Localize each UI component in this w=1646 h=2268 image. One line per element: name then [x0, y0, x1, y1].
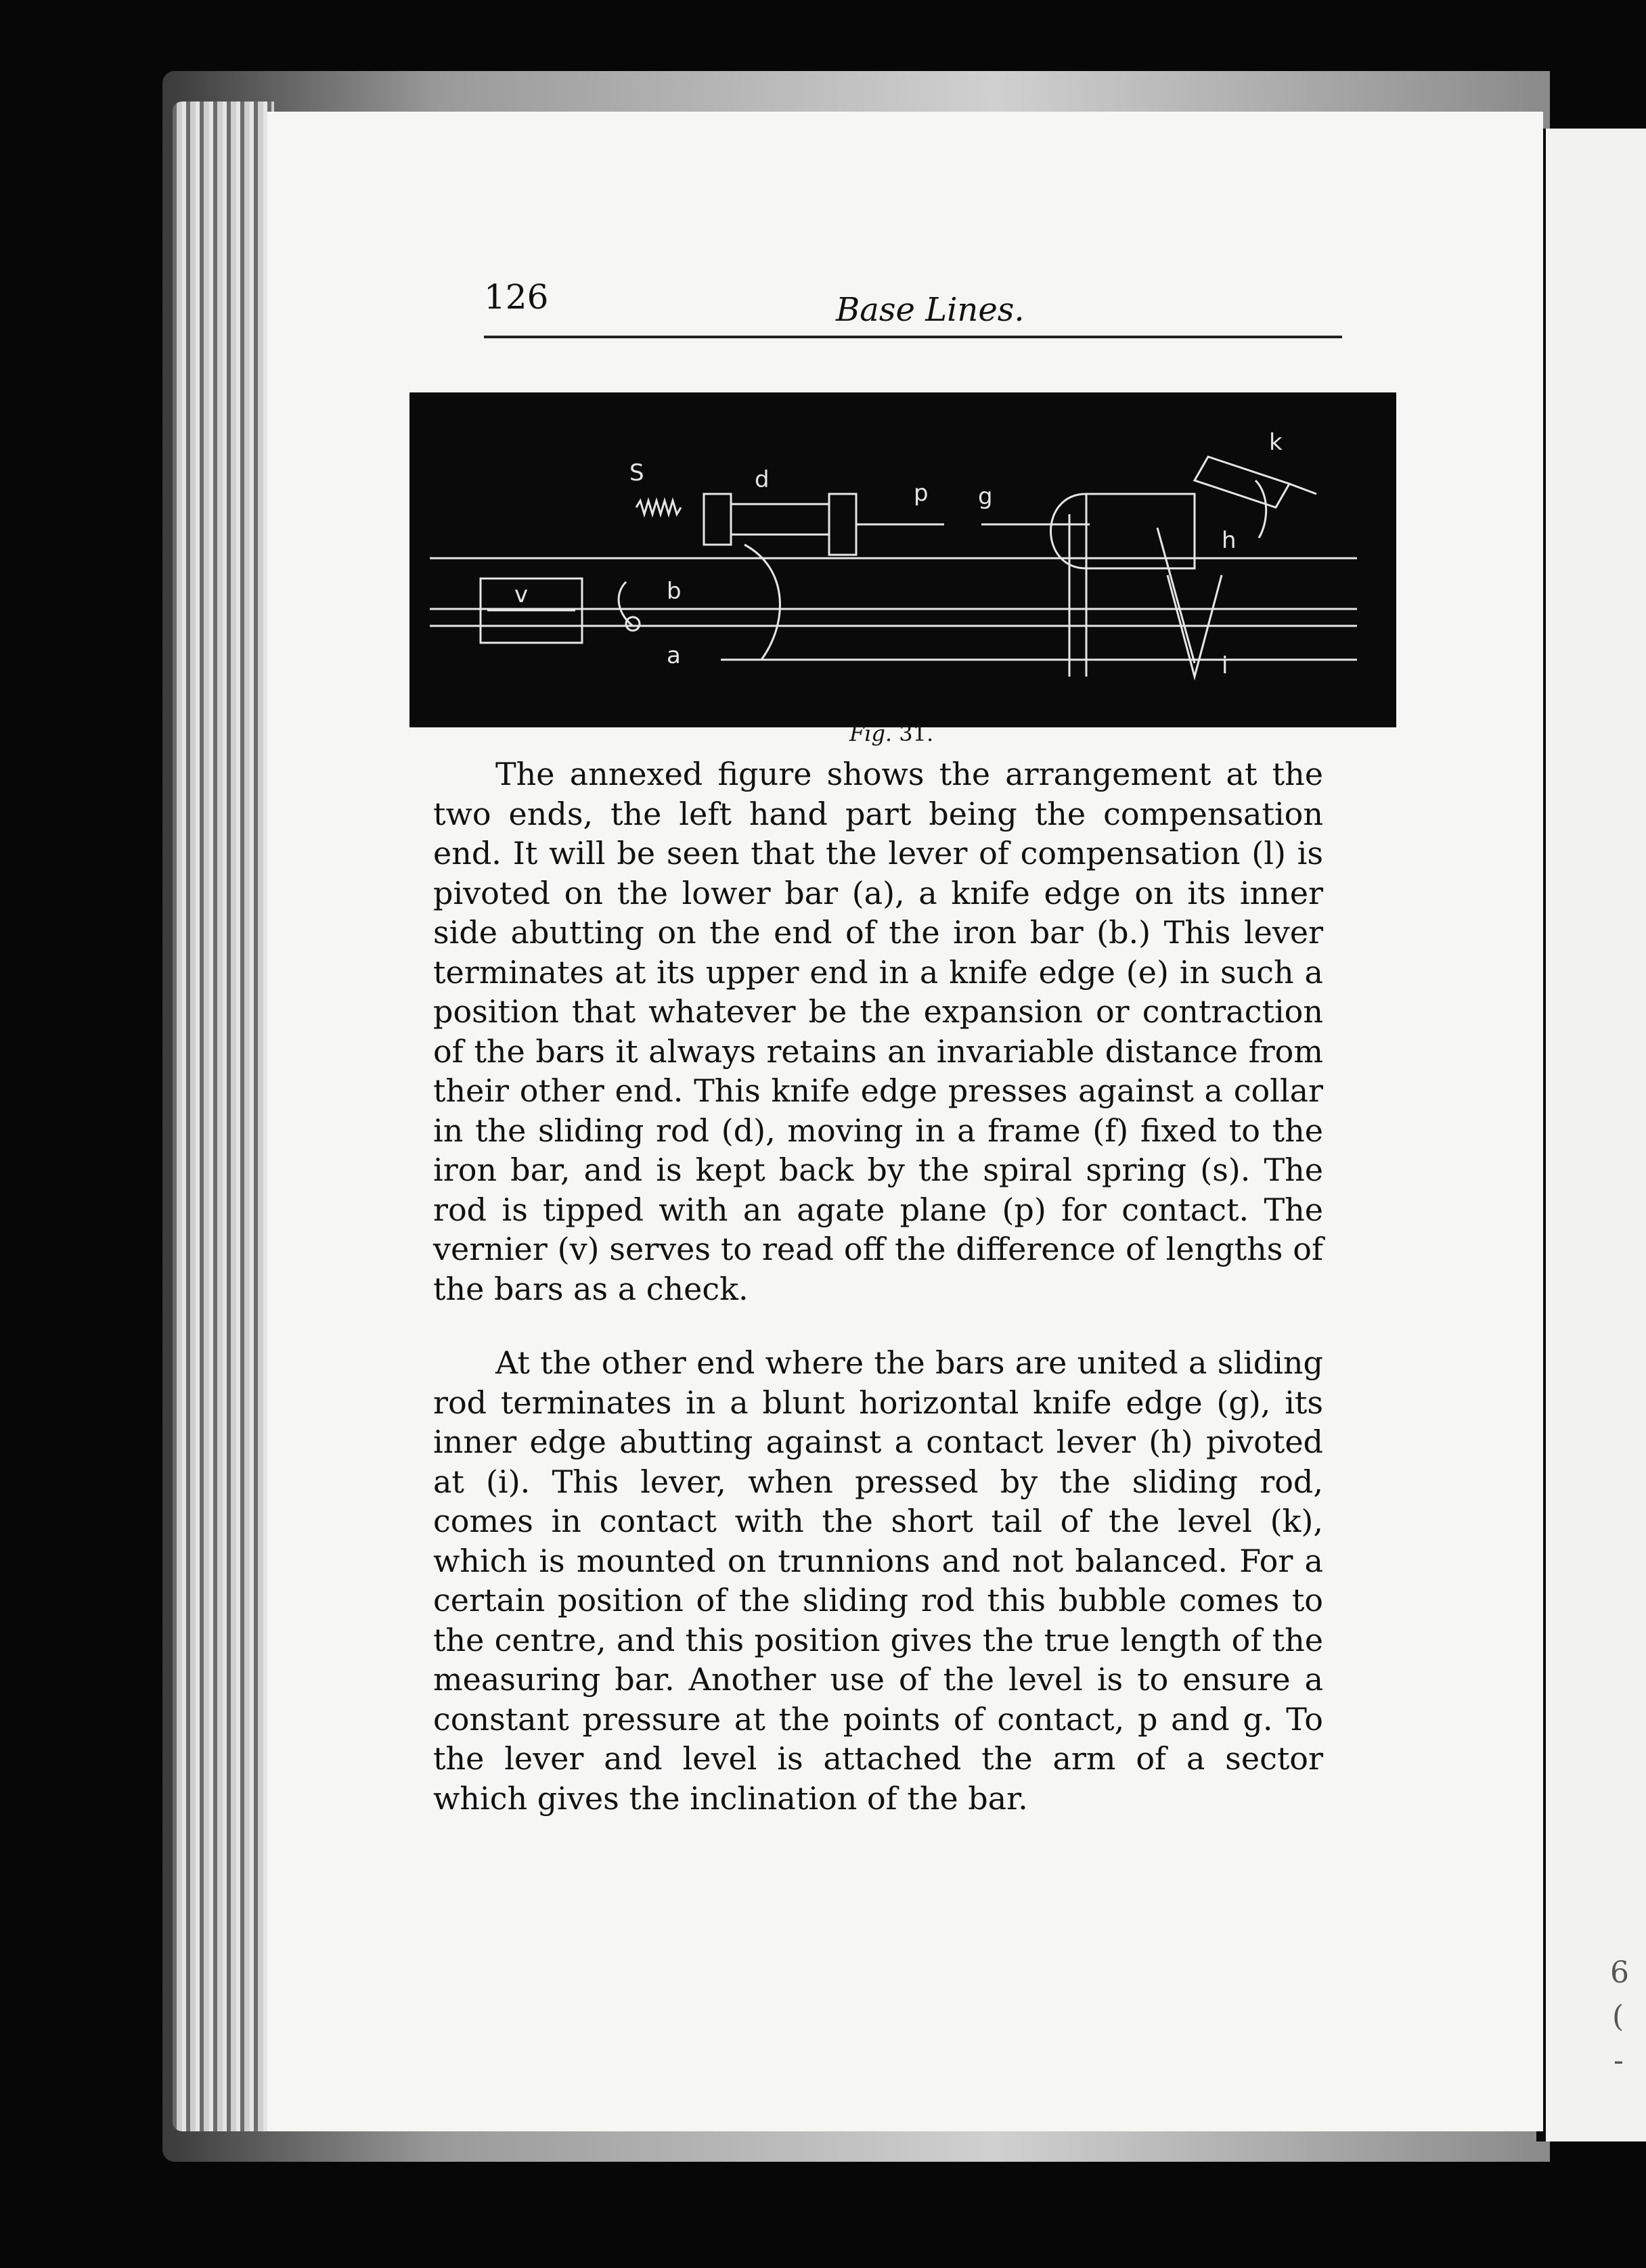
paragraph-2-text: At the other end where the bars are united a sliding rod terminates in a blunt horizontal knife edge (g), its inner edge abutting against a contact lever (h) pivoted at (i). This lever, when pressed by the sliding rod, comes in contact with the short tail of the level (k), which is mounted on trunnions and not balanced. For a certain position of the sliding rod this bubble comes to the centre, and this position gives the true length of the measuring bar. Another use of the level is to ensure a constant pressure at the points of contact, p and g. To the lever and level is attached the arm of a sector which gives the inclination of the bar.: [433, 1344, 1323, 1817]
figure-31-diagram: [409, 392, 1396, 727]
label-g: g: [978, 483, 993, 510]
apparatus-drawing: [409, 392, 1396, 727]
figure-caption: [849, 721, 933, 746]
label-v: v: [514, 581, 529, 608]
label-i: i: [1222, 652, 1228, 679]
label-p: p: [914, 480, 929, 507]
page-number: 126: [484, 277, 549, 317]
frame-right: [829, 494, 856, 555]
margin-mark: -: [1614, 2043, 1624, 2078]
label-k: k: [1269, 429, 1283, 456]
header-rule: [484, 336, 1342, 338]
facing-page: [1536, 129, 1646, 2141]
level-trunnion: [1289, 484, 1316, 494]
caption-label: Fig.: [849, 721, 893, 746]
lever-pivot: [626, 617, 640, 631]
running-title: Base Lines.: [836, 291, 1025, 329]
margin-mark: 6: [1610, 1955, 1629, 1990]
page-edges: [173, 101, 274, 2131]
paragraph-1-text: The annexed figure shows the arrangement at the two ends, the left hand part being the compensation end. It will be seen that the lever of compensation (l) is pivoted on the lower bar (a), a knife edge on its inner side abutting on the end of the iron bar (b.) This lever terminates at its upper end in a knife edge (e) in such a position that whatever be the expansion or contraction of the bars it always retains an invariable distance from their other end. This knife edge presses against a collar in the sliding rod (d), moving in a frame (f) fixed to the iron bar, and is kept back by the spiral spring (s). The rod is tipped with an agate plane (p) for contact. The vernier (v) serves to read off the difference of lengths of the bars as a check.: [433, 756, 1323, 1307]
margin-mark: (: [1612, 1999, 1624, 2034]
frame-left: [704, 494, 731, 545]
spiral-spring: [636, 501, 681, 514]
paragraph-2: [433, 1343, 1323, 1818]
lever-handle: [619, 582, 633, 626]
label-a: a: [667, 642, 681, 669]
compensation-lever: [724, 545, 780, 660]
level-k: [1195, 457, 1289, 507]
caption-number: 31.: [899, 721, 934, 746]
label-b: b: [667, 578, 682, 605]
label-s: S: [629, 459, 644, 486]
sliding-rod-collar: [731, 504, 829, 535]
lever-arm: [1157, 528, 1195, 663]
level-tail: [1255, 480, 1266, 538]
label-h: h: [1222, 527, 1237, 554]
label-d: d: [755, 466, 770, 493]
page-header: [484, 271, 1343, 345]
paragraph-1: [433, 754, 1323, 1309]
